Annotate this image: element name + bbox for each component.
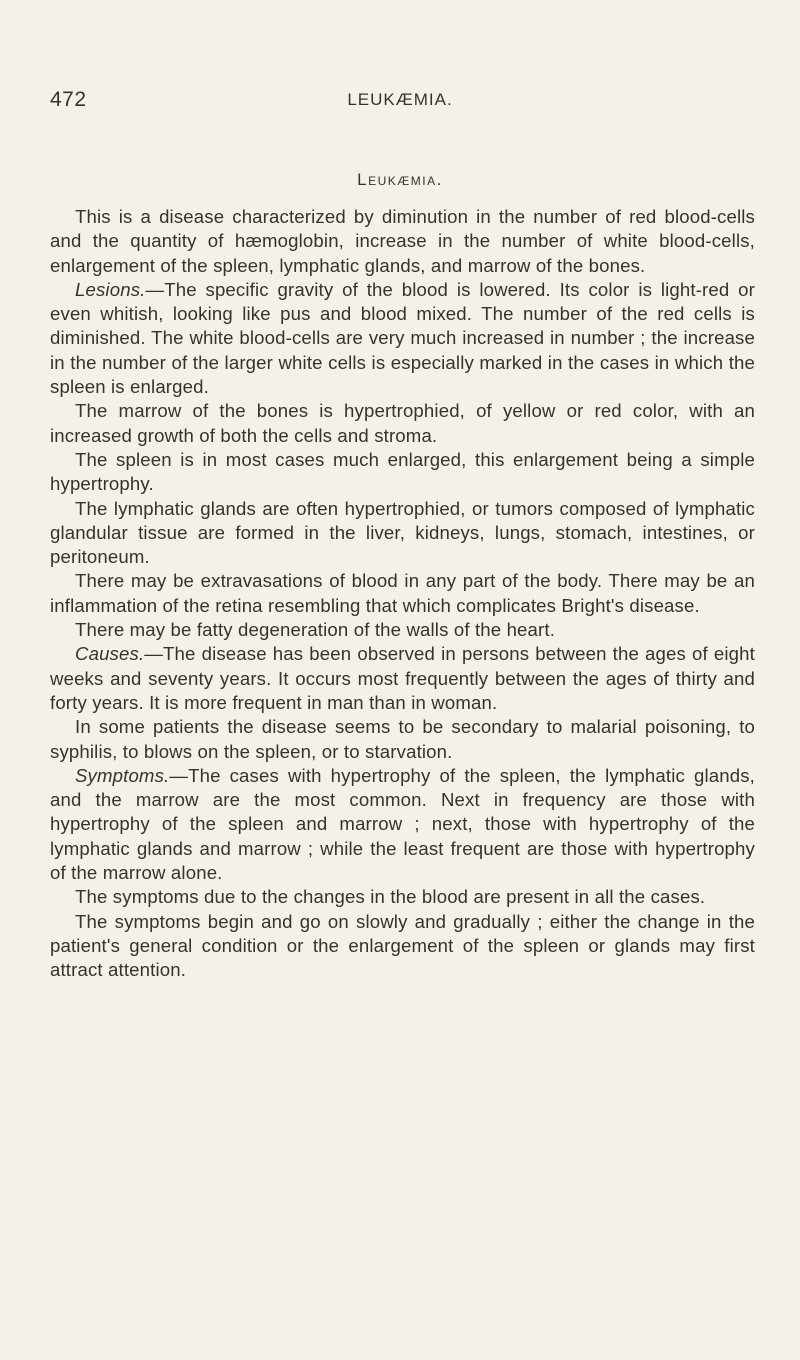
paragraph-lead: Lesions. [75,278,146,300]
paragraph-text: The lymphatic glands are often hypertrophied, or tumors composed of lymphatic glandular tissue are formed in the liver, kidneys, lungs, stomach, intestines, or peritoneum. [50,497,755,568]
paragraph-text: There may be extravasations of blood in any part of the body. There may be an inflammation of the retina resembling that which complicates Bright's disease. [50,570,755,616]
paragraph-text: In some patients the disease seems to be secondary to malarial poisoning, to syphilis, to blows on the spleen, or to starvation. [50,716,755,762]
paragraph [50,399,755,448]
paragraph [50,642,755,715]
running-head [0,88,800,114]
paragraph-text: The symptoms due to the changes in the blood are present in all the cases. [75,886,706,908]
chapter-heading: Leukæmia. [357,170,443,189]
paragraph [50,497,755,570]
paragraph [50,910,755,983]
paragraph [50,715,755,764]
paragraph [50,764,755,885]
running-title: LEUKÆMIA. [347,90,453,109]
paragraph-text: —The cases with hypertrophy of the spleen, the lymphatic glands, and the marrow are the most common. Next in frequency are those with hypertrophy of the spleen and marrow ; next, those with hypertrophy of the lymphatic glands and marrow ; while the least frequent are those with hypertrophy of the marrow alone. [50,764,755,884]
body-text [50,205,755,983]
paragraph [50,885,755,909]
paragraph [50,205,755,278]
paragraph [50,618,755,642]
paragraph [50,569,755,618]
page-number: 472 [50,88,87,111]
paragraph [50,448,755,497]
paragraph [50,278,755,399]
paragraph-lead: Symptoms. [75,764,170,786]
paragraph-lead: Causes. [75,643,145,665]
paragraph-text: This is a disease characterized by diminution in the number of red blood-cells and the quantity of hæmoglobin, increase in the number of white blood-cells, enlargement of the spleen, lymphatic glands, and marrow of the bones. [50,206,755,276]
paragraph-text: —The specific gravity of the blood is lowered. Its color is light-red or even whitish, looking like pus and blood mixed. The number of the red cells is diminished. The white blood-cells are very much increased in number ; the increase in the number of the larger white cells is especially marked in the cases in which the spleen is enlarged. [50,278,755,398]
paragraph-text: There may be fatty degeneration of the walls of the heart. [75,619,556,641]
paragraph-text: The symptoms begin and go on slowly and gradually ; either the change in the patient's general condition or the enlargement of the spleen or glands may first attract attention. [50,910,755,981]
paragraph-text: The marrow of the bones is hypertrophied, of yellow or red color, with an increased growth of both the cells and stroma. [50,400,755,446]
paragraph-text: —The disease has been observed in persons between the ages of eight weeks and seventy years. It occurs most frequently between the ages of thirty and forty years. It is more frequent in man than in woman. [50,643,755,713]
paragraph-text: The spleen is in most cases much enlarged, this enlargement being a simple hypertrophy. [50,448,755,495]
